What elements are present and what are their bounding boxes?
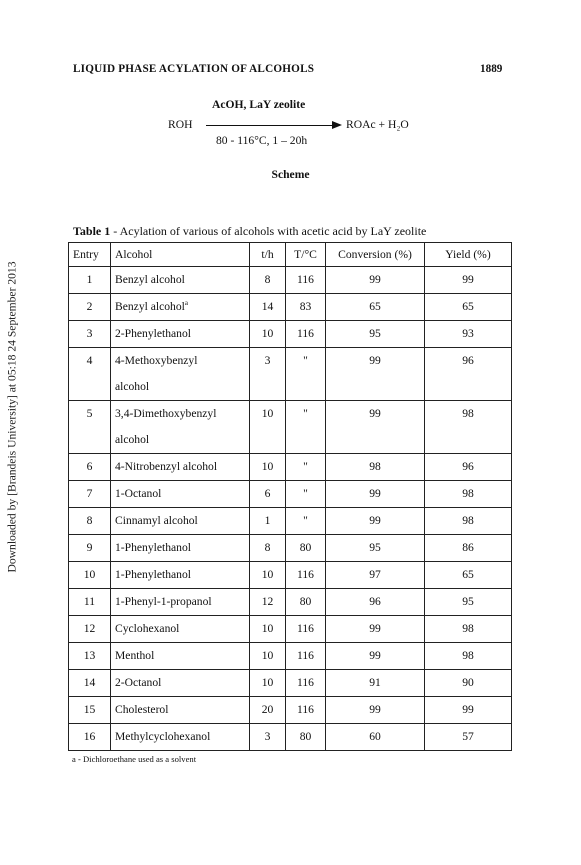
- table-row: [69, 697, 512, 724]
- scheme-conditions: 80 - 116°C, 1 – 20h: [216, 134, 308, 147]
- alcohol-name: Cinnamyl alcohol: [115, 514, 198, 527]
- cell-yield: 99: [425, 697, 512, 724]
- cell-yield: 95: [425, 589, 512, 616]
- cell-conversion: 98: [326, 454, 425, 481]
- cell-entry: 5: [69, 401, 111, 454]
- cell-yield: 86: [425, 535, 512, 562]
- cell-entry: 16: [69, 724, 111, 751]
- cell-conversion: 65: [326, 294, 425, 321]
- cell-alcohol: [111, 643, 250, 670]
- cell-time: 10: [250, 321, 286, 348]
- alcohol-name: 4-Methoxybenzyl: [115, 354, 198, 367]
- cell-conversion: 91: [326, 670, 425, 697]
- cell-temperature: 116: [286, 321, 326, 348]
- cell-time: 20: [250, 697, 286, 724]
- alcohol-name: Cyclohexanol: [115, 622, 180, 635]
- reaction-arrow-head-icon: [332, 121, 342, 129]
- alcohol-name-continued: alcohol: [115, 433, 150, 446]
- cell-yield: 98: [425, 616, 512, 643]
- table-row: [69, 616, 512, 643]
- cell-time: 10: [250, 616, 286, 643]
- alcohol-name: Menthol: [115, 649, 155, 662]
- cell-yield: 98: [425, 481, 512, 508]
- cell-time: 3: [250, 348, 286, 401]
- table-row: [69, 348, 512, 401]
- alcohol-name: Benzyl alcohol: [115, 273, 185, 286]
- col-header-alcohol: Alcohol: [111, 243, 250, 267]
- cell-alcohol: [111, 697, 250, 724]
- cell-yield: 98: [425, 643, 512, 670]
- cell-alcohol: [111, 670, 250, 697]
- reaction-scheme: [168, 98, 428, 158]
- cell-entry: 9: [69, 535, 111, 562]
- cell-entry: 13: [69, 643, 111, 670]
- table-row: [69, 321, 512, 348]
- cell-yield: 65: [425, 294, 512, 321]
- cell-time: 12: [250, 589, 286, 616]
- cell-alcohol: [111, 401, 250, 454]
- table-row: [69, 643, 512, 670]
- cell-alcohol: [111, 589, 250, 616]
- alcohol-name: Benzyl alcohol: [115, 300, 185, 313]
- cell-alcohol: [111, 616, 250, 643]
- cell-alcohol: [111, 294, 250, 321]
- cell-time: 14: [250, 294, 286, 321]
- cell-entry: 4: [69, 348, 111, 401]
- cell-time: 10: [250, 643, 286, 670]
- cell-entry: 11: [69, 589, 111, 616]
- cell-time: 6: [250, 481, 286, 508]
- col-header-time: t/h: [250, 243, 286, 267]
- alcohol-name: 2-Phenylethanol: [115, 327, 191, 340]
- alcohol-name: Methylcyclohexanol: [115, 730, 211, 743]
- cell-entry: 2: [69, 294, 111, 321]
- cell-conversion: 97: [326, 562, 425, 589]
- cell-temperature: ": [286, 508, 326, 535]
- download-watermark-text: Downloaded by [Brandeis University] at 05:18 24 September 2013: [5, 261, 19, 573]
- alcohol-name-continued: alcohol: [115, 380, 150, 393]
- cell-conversion: 99: [326, 267, 425, 294]
- cell-yield: 98: [425, 401, 512, 454]
- cell-conversion: 96: [326, 589, 425, 616]
- cell-conversion: 99: [326, 348, 425, 401]
- cell-temperature: 116: [286, 267, 326, 294]
- cell-time: 8: [250, 267, 286, 294]
- cell-alcohol: [111, 508, 250, 535]
- cell-conversion: 99: [326, 643, 425, 670]
- table-caption-label: Table 1: [73, 224, 111, 238]
- cell-time: 10: [250, 454, 286, 481]
- scheme-product: ROAc + H₂O: [346, 118, 409, 131]
- cell-time: 10: [250, 401, 286, 454]
- cell-alcohol: [111, 481, 250, 508]
- footnote-marker: a: [184, 299, 188, 308]
- download-watermark: [5, 222, 19, 612]
- table-row: [69, 508, 512, 535]
- cell-temperature: 83: [286, 294, 326, 321]
- scheme-reactant: ROH: [168, 118, 193, 131]
- table-row: [69, 454, 512, 481]
- table-row: [69, 562, 512, 589]
- cell-conversion: 99: [326, 616, 425, 643]
- cell-alcohol: [111, 562, 250, 589]
- cell-temperature: ": [286, 401, 326, 454]
- cell-alcohol: [111, 348, 250, 401]
- cell-yield: 65: [425, 562, 512, 589]
- cell-conversion: 60: [326, 724, 425, 751]
- cell-time: 8: [250, 535, 286, 562]
- cell-temperature: 80: [286, 535, 326, 562]
- results-table: [68, 242, 512, 751]
- col-header-yield: Yield (%): [425, 243, 512, 267]
- cell-entry: 15: [69, 697, 111, 724]
- cell-time: 3: [250, 724, 286, 751]
- alcohol-name: 3,4-Dimethoxybenzyl: [115, 407, 217, 420]
- table-row: [69, 267, 512, 294]
- col-header-entry: Entry: [69, 243, 111, 267]
- cell-time: 10: [250, 670, 286, 697]
- cell-entry: 6: [69, 454, 111, 481]
- cell-yield: 98: [425, 508, 512, 535]
- cell-time: 10: [250, 562, 286, 589]
- cell-yield: 96: [425, 348, 512, 401]
- cell-yield: 93: [425, 321, 512, 348]
- alcohol-name: 1-Phenylethanol: [115, 541, 191, 554]
- table-row: [69, 589, 512, 616]
- cell-temperature: 116: [286, 643, 326, 670]
- alcohol-name: 4-Nitrobenzyl alcohol: [115, 460, 218, 473]
- alcohol-name: 2-Octanol: [115, 676, 162, 689]
- cell-entry: 1: [69, 267, 111, 294]
- table-header-row: [69, 243, 512, 267]
- table-row: [69, 294, 512, 321]
- cell-yield: 99: [425, 267, 512, 294]
- cell-entry: 12: [69, 616, 111, 643]
- cell-temperature: ": [286, 454, 326, 481]
- cell-yield: 90: [425, 670, 512, 697]
- alcohol-name: Cholesterol: [115, 703, 169, 716]
- cell-conversion: 95: [326, 535, 425, 562]
- table-row: [69, 670, 512, 697]
- cell-entry: 10: [69, 562, 111, 589]
- cell-yield: 96: [425, 454, 512, 481]
- cell-temperature: 80: [286, 589, 326, 616]
- cell-conversion: 99: [326, 508, 425, 535]
- scheme-label: Scheme: [271, 168, 310, 181]
- col-header-temperature: T/°C: [286, 243, 326, 267]
- table-caption: [73, 224, 426, 239]
- alcohol-name: 1-Phenyl-1-propanol: [115, 595, 212, 608]
- cell-entry: 14: [69, 670, 111, 697]
- col-header-conversion: Conversion (%): [326, 243, 425, 267]
- cell-conversion: 99: [326, 401, 425, 454]
- cell-entry: 3: [69, 321, 111, 348]
- cell-entry: 7: [69, 481, 111, 508]
- cell-temperature: 116: [286, 616, 326, 643]
- table-row: [69, 401, 512, 454]
- scheme-reagent: AcOH, LaY zeolite: [212, 98, 306, 111]
- page-number: 1889: [480, 63, 503, 75]
- cell-time: 1: [250, 508, 286, 535]
- cell-entry: 8: [69, 508, 111, 535]
- cell-alcohol: [111, 535, 250, 562]
- alcohol-name: 1-Phenylethanol: [115, 568, 191, 581]
- cell-alcohol: [111, 267, 250, 294]
- cell-conversion: 99: [326, 697, 425, 724]
- cell-temperature: 116: [286, 562, 326, 589]
- cell-conversion: 99: [326, 481, 425, 508]
- table-caption-text: - Acylation of various of alcohols with acetic acid by LaY zeolite: [110, 224, 427, 238]
- cell-temperature: ": [286, 348, 326, 401]
- running-title: LIQUID PHASE ACYLATION OF ALCOHOLS: [73, 63, 315, 75]
- cell-yield: 57: [425, 724, 512, 751]
- cell-alcohol: [111, 724, 250, 751]
- cell-alcohol: [111, 321, 250, 348]
- alcohol-name: 1-Octanol: [115, 487, 162, 500]
- cell-temperature: ": [286, 481, 326, 508]
- cell-alcohol: [111, 454, 250, 481]
- reaction-arrow-line: [206, 125, 334, 126]
- cell-temperature: 80: [286, 724, 326, 751]
- table-row: [69, 724, 512, 751]
- table-footnote: a - Dichloroethane used as a solvent: [72, 754, 197, 764]
- cell-conversion: 95: [326, 321, 425, 348]
- table-row: [69, 481, 512, 508]
- cell-temperature: 116: [286, 670, 326, 697]
- cell-temperature: 116: [286, 697, 326, 724]
- table-row: [69, 535, 512, 562]
